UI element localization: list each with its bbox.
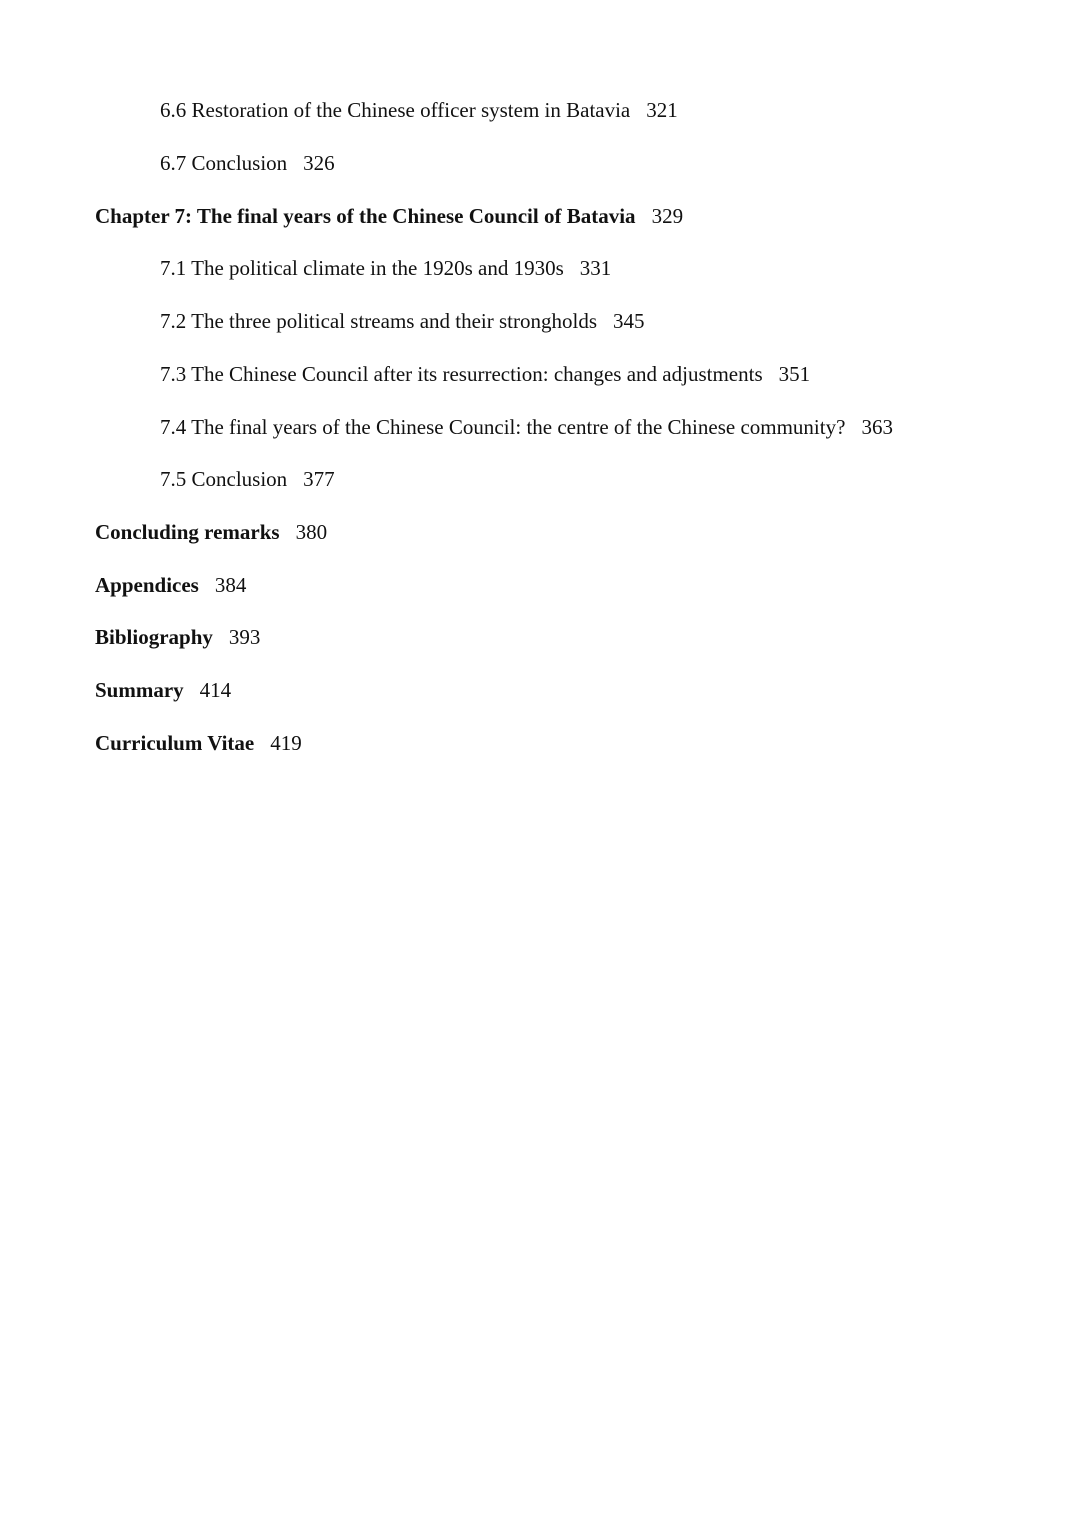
toc-entry-page: 380 xyxy=(295,520,328,544)
toc-entry-page: 326 xyxy=(303,151,335,175)
toc-entry-title: 7.2 The three political streams and their strongholds xyxy=(160,309,598,333)
toc-entry-title: 7.3 The Chinese Council after its resurrection: changes and adjustments xyxy=(160,362,763,386)
toc-entry-curriculum-vitae xyxy=(95,730,302,756)
toc-entry-page: 419 xyxy=(270,731,302,755)
toc-entry-title: Curriculum Vitae xyxy=(95,731,255,755)
toc-entry-title: 7.4 The final years of the Chinese Council: the centre of the Chinese community? xyxy=(160,415,846,439)
toc-entry-page: 414 xyxy=(199,678,232,702)
toc-entry-title: Bibliography xyxy=(95,625,213,649)
toc-entry-page: 377 xyxy=(303,467,335,491)
toc-entry-title: Summary xyxy=(95,678,184,702)
toc-entry-title: 7.5 Conclusion xyxy=(160,467,288,491)
toc-entry-6-7 xyxy=(160,150,335,176)
toc-entry-appendices xyxy=(95,572,246,598)
toc-entry-concluding-remarks xyxy=(95,519,327,545)
toc-entry-page: 363 xyxy=(861,415,893,439)
toc-entry-7-3 xyxy=(160,361,810,387)
toc-entry-chapter-7 xyxy=(95,203,683,229)
toc-entry-title: Chapter 7: The final years of the Chinese Council of Batavia xyxy=(95,204,636,228)
toc-entry-7-5 xyxy=(160,466,335,492)
toc-entry-page: 321 xyxy=(646,98,678,122)
toc-entry-bibliography xyxy=(95,624,260,650)
toc-entry-title: 6.7 Conclusion xyxy=(160,151,288,175)
toc-entry-7-1 xyxy=(160,255,611,281)
toc-entry-page: 393 xyxy=(228,625,261,649)
toc-entry-page: 329 xyxy=(651,204,684,228)
toc-entry-page: 384 xyxy=(214,573,247,597)
toc-entry-title: Concluding remarks xyxy=(95,520,280,544)
toc-entry-title: 6.6 Restoration of the Chinese officer system in Batavia xyxy=(160,98,631,122)
toc-entry-7-2 xyxy=(160,308,645,334)
toc-entry-summary xyxy=(95,677,231,703)
toc-entry-title: 7.1 The political climate in the 1920s and 1930s xyxy=(160,256,564,280)
toc-entry-title: Appendices xyxy=(95,573,199,597)
toc-entry-6-6 xyxy=(160,97,678,123)
toc-entry-page: 345 xyxy=(613,309,645,333)
toc-entry-page: 331 xyxy=(579,256,612,280)
toc-entry-7-4 xyxy=(160,414,893,440)
toc-entry-page: 351 xyxy=(778,362,811,386)
